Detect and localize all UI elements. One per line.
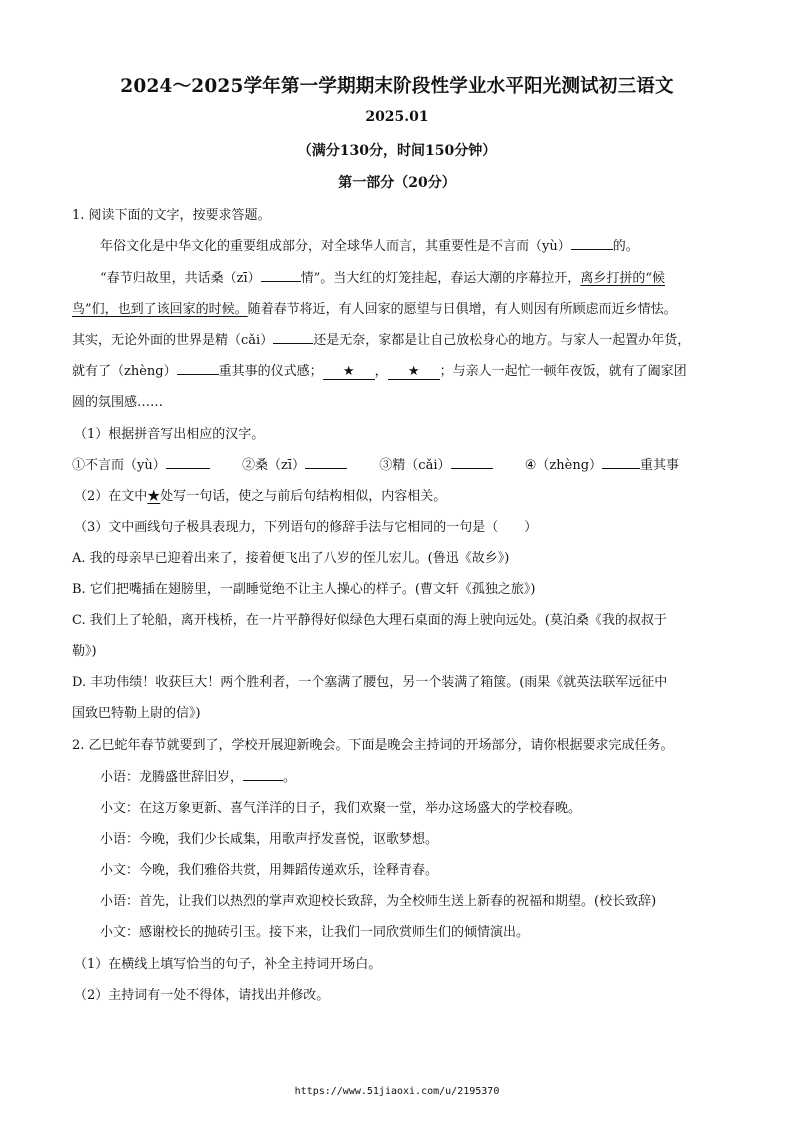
passage-text: 年俗文化是中华文化的重要组成部分，对全球华人而言，其重要性是不言而（yù） xyxy=(100,239,571,254)
underlined-sentence: 离乡打拼的“候 xyxy=(580,271,665,286)
q2-line-1 xyxy=(100,766,296,785)
q1-sub1: （1）根据拼音写出相应的汉字。 xyxy=(74,427,265,442)
passage-text: ， xyxy=(374,364,388,379)
passage-text: 就有了（zhèng） xyxy=(72,364,177,379)
q2-line-3: 小语：今晚，我们少长咸集，用歌声抒发喜悦，讴歌梦想。 xyxy=(100,832,439,847)
answer-blank[interactable] xyxy=(177,360,219,375)
q1-passage-line-2 xyxy=(100,267,665,286)
option-c[interactable]: C. 我们上了轮船，离开栈桥，在一片平静得好似绿色大理石桌面的海上驶向远处。(莫泊桑《我的叔叔于 xyxy=(72,613,667,628)
option-b[interactable]: B. 它们把嘴插在翅膀里，一副睡觉绝不让主人操心的样子。(曹文轩《孤独之旅》) xyxy=(72,582,536,597)
q2-line-4: 小文：今晚，我们雅俗共赏，用舞蹈传递欢乐，诠释青春。 xyxy=(100,863,439,878)
item-label: ③精（cǎi） xyxy=(379,458,451,473)
q1-passage-line-5 xyxy=(72,360,687,380)
option-a[interactable]: A. 我的母亲早已迎着出来了，接着便飞出了八岁的侄儿宏儿。(鲁迅《故乡》) xyxy=(72,551,510,566)
passage-text: 还是无奈，家都是让自己放松身心的地方。与家人一起置办年货， xyxy=(313,333,691,348)
answer-blank[interactable] xyxy=(273,329,313,344)
q2-sub2: （2）主持词有一处不得体，请找出并修改。 xyxy=(74,988,330,1003)
item-label: ④（zhèng） xyxy=(524,458,603,473)
option-d-cont: 国致巴特勒上尉的信》) xyxy=(72,706,201,721)
exam-date: 2025.01 xyxy=(365,109,429,125)
passage-text: 的。 xyxy=(612,239,639,254)
answer-blank[interactable] xyxy=(571,235,613,250)
item-label: 重其事 xyxy=(640,458,680,473)
passage-text: 随着春节将近，有人回家的愿望与日俱增，有人则因有所顾虑而近乡情怯。 xyxy=(247,302,677,317)
q1-sub2 xyxy=(74,485,446,504)
star-blank-2[interactable]: ★ xyxy=(388,364,440,380)
q1-sub3: （3）文中画线句子极具表现力，下列语句的修辞手法与它相同的一句是（ ） xyxy=(74,520,538,535)
answer-blank[interactable] xyxy=(602,454,640,469)
q2-line-2: 小文：在这万象更新、喜气洋洋的日子，我们欢聚一堂，举办这场盛大的学校春晚。 xyxy=(100,801,582,816)
star-icon: ★ xyxy=(147,489,161,504)
answer-blank[interactable] xyxy=(243,766,283,781)
footer-url[interactable]: https://www.51jiaoxi.com/u/2195370 xyxy=(294,1086,500,1097)
answer-blank[interactable] xyxy=(451,454,493,469)
item-label: ①不言而（yù） xyxy=(72,458,166,473)
option-c-cont: 勒》) xyxy=(72,644,97,659)
exam-title: 2024～2025学年第一学期期末阶段性学业水平阳光测试初三语文 xyxy=(120,76,674,97)
q1-stem: 1. 阅读下面的文字，按要求答题。 xyxy=(72,208,271,223)
q2-stem: 2. 乙巳蛇年春节就要到了，学校开展迎新晚会。下面是晚会主持词的开场部分，请你根据要求完成任务。 xyxy=(72,738,674,753)
answer-blank[interactable] xyxy=(305,454,347,469)
part-heading: 第一部分（20分） xyxy=(338,175,456,191)
passage-text: “春节归故里，共话桑（zī） xyxy=(100,271,261,286)
q1-sub1-items xyxy=(72,454,679,473)
q2-line-5: 小语：首先，让我们以热烈的掌声欢迎校长致辞，为全校师生送上新春的祝福和期望。(校长致辞) xyxy=(100,894,657,909)
underlined-sentence: 鸟”们，也到了该回家的时候。 xyxy=(72,302,248,317)
passage-text: ；与亲人一起忙一顿年夜饭，就有了阖家团 xyxy=(439,364,687,379)
passage-text: 重其事的仪式感； xyxy=(218,364,323,379)
q1-passage-line-4 xyxy=(72,329,690,348)
q1-passage-line-3 xyxy=(72,298,677,317)
q1-passage-line-1 xyxy=(100,235,639,254)
sub-question-text: 处写一句话，使之与前后句结构相似，内容相关。 xyxy=(160,489,447,504)
answer-blank[interactable] xyxy=(261,267,301,282)
option-d[interactable]: D. 丰功伟绩！收获巨大！两个胜利者，一个塞满了腰包，另一个装满了箱箧。(雨果《就英法联军远征中 xyxy=(72,675,668,690)
score-info: （满分130分，时间150分钟） xyxy=(297,143,497,159)
script-text: 。 xyxy=(283,770,297,785)
sub-question-text: （2）在文中 xyxy=(74,489,148,504)
passage-text: 情”。当大红的灯笼挂起，春运大潮的序幕拉开， xyxy=(300,271,581,286)
star-blank-1[interactable]: ★ xyxy=(323,364,375,380)
q2-sub1: （1）在横线上填写恰当的句子，补全主持词开场白。 xyxy=(74,957,382,972)
passage-text: 其实，无论外面的世界是精（cǎi） xyxy=(72,333,274,348)
script-text: 小语：龙腾盛世辞旧岁， xyxy=(100,770,244,785)
item-label: ②桑（zī） xyxy=(242,458,306,473)
q2-line-6: 小文：感谢校长的抛砖引玉。接下来，让我们一同欣赏师生们的倾情演出。 xyxy=(100,925,530,940)
answer-blank[interactable] xyxy=(166,454,210,469)
q1-passage-line-6: 圆的氛围感…… xyxy=(72,395,164,410)
